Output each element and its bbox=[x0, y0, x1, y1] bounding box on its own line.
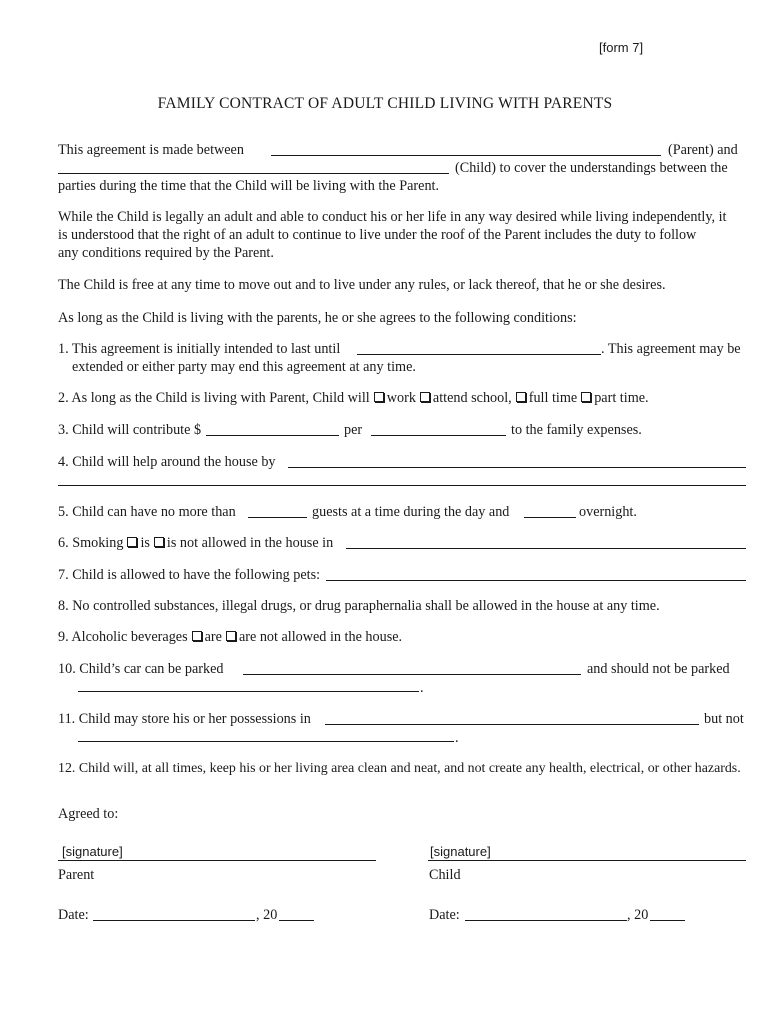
smoking-area-field[interactable] bbox=[346, 548, 746, 549]
smoking-is-label: is bbox=[140, 535, 150, 551]
storage-location-field[interactable] bbox=[325, 724, 699, 725]
agreed-heading: Agreed to: bbox=[58, 806, 119, 822]
chores-field-2[interactable] bbox=[58, 485, 746, 486]
item8-text: 8. No controlled substances, illegal drugs, or drug paraphernalia shall be allowed in the house at any time. bbox=[58, 598, 660, 614]
para3: The Child is free at any time to move out and to live under any rules, or lack thereof, that he or she desires. bbox=[58, 277, 666, 293]
item9-text bbox=[58, 628, 402, 646]
item10-period: . bbox=[420, 680, 424, 696]
pets-field[interactable] bbox=[326, 580, 746, 581]
intro-parent-label: (Parent) and bbox=[668, 142, 738, 158]
overnight-guests-field[interactable] bbox=[524, 517, 576, 518]
item2-lead: 2. As long as the Child is living with Parent, Child will bbox=[58, 390, 370, 406]
item7-text: 7. Child is allowed to have the following pets: bbox=[58, 567, 321, 583]
parent-label: Parent bbox=[58, 867, 95, 883]
intro-child-label: (Child) to cover the understandings between the bbox=[455, 160, 728, 176]
alcohol-are-checkbox[interactable] bbox=[192, 631, 202, 641]
parent-date-label: Date: bbox=[58, 907, 89, 923]
full-time-checkbox[interactable] bbox=[516, 392, 526, 402]
item1-text-a: 1. This agreement is initially intended to last until bbox=[58, 341, 341, 357]
contribution-period-field[interactable] bbox=[371, 435, 506, 436]
item6-text bbox=[58, 534, 333, 552]
item10-text-b: and should not be parked bbox=[587, 661, 730, 677]
work-label: work bbox=[386, 390, 416, 406]
intro-made-between: This agreement is made between bbox=[58, 142, 244, 158]
contribution-amount-field[interactable] bbox=[206, 435, 339, 436]
item9-lead: 9. Alcoholic beverages bbox=[58, 629, 188, 645]
end-date-field[interactable] bbox=[357, 354, 601, 355]
alcohol-are-not-checkbox[interactable] bbox=[226, 631, 236, 641]
form-number: [form 7] bbox=[599, 40, 644, 55]
smoking-is-checkbox[interactable] bbox=[127, 537, 137, 547]
child-signature: [signature] bbox=[430, 844, 491, 859]
day-guests-field[interactable] bbox=[248, 517, 307, 518]
parent-signature: [signature] bbox=[62, 844, 123, 859]
child-name-field[interactable] bbox=[58, 173, 449, 174]
document-title: FAMILY CONTRACT OF ADULT CHILD LIVING WITH PARENTS bbox=[157, 95, 613, 112]
item11-text-a: 11. Child may store his or her possessions in bbox=[58, 711, 311, 727]
smoking-is-not-checkbox[interactable] bbox=[154, 537, 164, 547]
child-date-label: Date: bbox=[429, 907, 460, 923]
attend-school-label: attend school, bbox=[432, 390, 512, 406]
child-date-field[interactable] bbox=[465, 920, 627, 921]
item3-per: per bbox=[344, 422, 363, 438]
work-checkbox[interactable] bbox=[374, 392, 384, 402]
item3-text-b: to the family expenses. bbox=[511, 422, 642, 438]
parent-year-prefix: , 20 bbox=[256, 907, 278, 923]
car-no-park-location-field[interactable] bbox=[78, 691, 419, 692]
full-time-label: full time bbox=[528, 390, 578, 406]
storage-excluded-field[interactable] bbox=[78, 741, 454, 742]
item11-text-b: but not bbox=[704, 711, 744, 727]
child-year-prefix: , 20 bbox=[627, 907, 649, 923]
alcohol-are-label: are bbox=[204, 629, 222, 645]
attend-school-checkbox[interactable] bbox=[420, 392, 430, 402]
para2-line3: any conditions required by the Parent. bbox=[58, 245, 274, 261]
parent-name-field[interactable] bbox=[271, 155, 661, 156]
para2-line2: is understood that the right of an adult to continue to live under the roof of the Parent includes the duty to follow bbox=[58, 227, 697, 243]
item1-text-c: extended or either party may end this agreement at any time. bbox=[72, 359, 416, 375]
car-park-location-field[interactable] bbox=[243, 674, 581, 675]
part-time-label: part time. bbox=[594, 390, 649, 406]
item12-text: 12. Child will, at all times, keep his or her living area clean and neat, and not create any health, electrical, or other hazards. bbox=[58, 761, 741, 776]
item1-text-b: . This agreement may be bbox=[601, 341, 741, 357]
para2-line1: While the Child is legally an adult and able to conduct his or her life in any way desired while living independently, it bbox=[58, 209, 727, 225]
item6-lead: 6. Smoking bbox=[58, 535, 124, 551]
parent-date-field[interactable] bbox=[93, 920, 255, 921]
item11-period: . bbox=[455, 730, 459, 746]
smoking-is-not-label: is not allowed in the house in bbox=[166, 535, 334, 551]
item5-text-a: 5. Child can have no more than bbox=[58, 504, 236, 520]
item3-text-a: 3. Child will contribute $ bbox=[58, 422, 202, 438]
item2-text bbox=[58, 389, 649, 407]
parent-year-field[interactable] bbox=[279, 920, 314, 921]
parent-signature-field[interactable] bbox=[58, 860, 376, 861]
item5-text-c: overnight. bbox=[579, 504, 637, 520]
child-signature-field[interactable] bbox=[428, 860, 746, 861]
item4-text: 4. Child will help around the house by bbox=[58, 454, 276, 470]
intro-line-3: parties during the time that the Child will be living with the Parent. bbox=[58, 178, 440, 194]
child-year-field[interactable] bbox=[650, 920, 685, 921]
part-time-checkbox[interactable] bbox=[581, 392, 591, 402]
child-label: Child bbox=[429, 867, 461, 883]
para4: As long as the Child is living with the parents, he or she agrees to the following conditions: bbox=[58, 310, 577, 326]
chores-field-1[interactable] bbox=[288, 467, 746, 468]
alcohol-are-not-label: are not allowed in the house. bbox=[238, 629, 403, 645]
item5-text-b: guests at a time during the day and bbox=[312, 504, 510, 520]
item10-text-a: 10. Child’s car can be parked bbox=[58, 661, 224, 677]
